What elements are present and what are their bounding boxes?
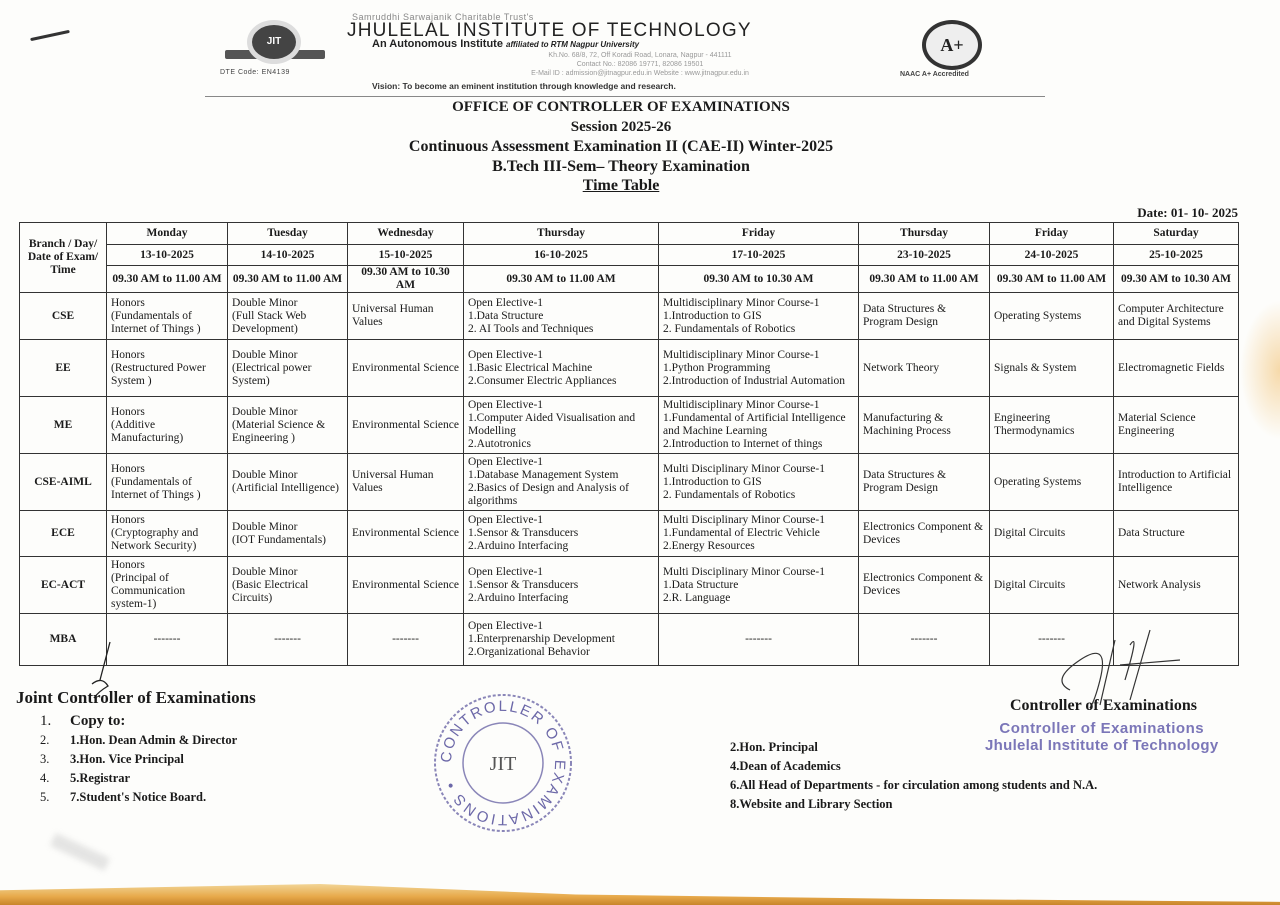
copy-list-text: Copy to: [70,713,126,729]
program-title: B.Tech III-Sem– Theory Examination [492,157,750,175]
subject-line: ------- [910,633,938,645]
subject-cell [1114,340,1239,397]
subject-line: Open Elective-1 [468,456,544,468]
subject-line: Network Analysis [1118,578,1201,591]
subject-line: (Fundamentals of Internet of Things ) [111,309,201,335]
column-day: Saturday [1114,223,1239,245]
subject-cell [228,340,348,397]
subject-line: Material Science Engineering [1118,412,1196,437]
subject-cell [228,557,348,614]
joint-controller-title: Joint Controller of Examinations [16,688,256,707]
subject-cell [228,511,348,557]
subject-line: Digital Circuits [994,527,1066,539]
letterhead [0,0,1280,100]
subject-cell [659,340,859,397]
subject-line: Open Elective-1 [468,399,544,411]
subject-cell [659,557,859,614]
subject-line: 1.Fundamental of Electric Vehicle [663,527,820,539]
subject-line: Double Minor [232,565,298,578]
subject-cell [990,511,1114,557]
table-row [20,454,1239,511]
subject-line: Open Elective-1 [468,514,544,526]
stamp-line-2: Jhulelal Institute of Technology [985,737,1219,754]
column-time: 09.30 AM to 10.30 AM [659,266,859,293]
subject-line: 2.R. Language [663,591,731,604]
subject-line: Manufacturing & Machining Process [863,412,951,437]
subject-cell [859,293,990,340]
copy-list-number: 1. [40,713,52,729]
naac-logo: A+ [922,20,982,70]
copy-to-list [40,711,237,807]
subject-cell [107,454,228,511]
subject-cell [990,340,1114,397]
subject-cell [659,293,859,340]
subject-line: Double Minor [232,469,298,481]
subject-line: 2. Fundamentals of Robotics [663,488,796,501]
subject-line: ------- [1038,633,1065,645]
subject-line: 2.Autotronics [468,438,531,450]
subject-line: Data Structure [1118,527,1185,539]
trust-name: Samruddhi Sarwajanik Charitable Trust's [352,12,534,22]
subject-cell [464,293,659,340]
subject-cell [348,340,464,397]
subject-cell [659,614,859,666]
subject-line: 2. AI Tools and Techniques [468,322,594,335]
contact-line: Contact No.: 82086 19771, 82086 19501 [576,61,704,68]
branch-cell: CSE [20,293,107,340]
stamp-line-1: Controller of Examinations [999,720,1205,737]
subject-line: Electronics Component & Devices [863,520,984,546]
copy-list-item [40,750,237,769]
column-day: Wednesday [348,223,464,245]
table-row [20,397,1239,454]
subject-cell [659,511,859,557]
subject-line: 1.Database Management System [468,469,619,481]
subject-cell [107,557,228,614]
subject-line: 1.Enterprenarship Development [468,633,615,645]
vision-statement: Vision: To become an eminent institution through knowledge and research. [372,81,676,91]
subject-line: 2.Introduction to Internet of things [663,438,823,450]
table-row [20,557,1239,614]
subject-line: Environmental Science [352,527,459,539]
subject-line: Open Elective-1 [468,620,544,632]
subject-line: Electromagnetic Fields [1118,361,1225,374]
subject-cell [464,557,659,614]
subject-line: Electronics Component & Devices [863,572,984,597]
column-date: 13-10-2025 [107,245,228,266]
subject-line: Honors [111,514,145,526]
svg-text:JIT: JIT [489,753,517,775]
subject-cell [1114,454,1239,511]
column-day: Friday [990,223,1114,245]
desk-surface [0,884,1280,905]
subject-line: 1.Sensor & Transducers [468,527,579,539]
naac-accreditation: NAAC A+ Accredited [900,71,969,78]
subject-cell [859,454,990,511]
subject-line: 1.Introduction to GIS [663,475,762,488]
subject-line: Environmental Science [352,361,459,374]
subject-cell [348,557,464,614]
subject-line: Multi Disciplinary Minor Course-1 [663,565,825,578]
subject-line: Honors [111,462,145,475]
subject-line: (Fundamentals of Internet of Things ) [111,475,201,501]
subject-line: Honors [111,348,145,361]
branch-cell: MBA [20,614,107,666]
subject-line: Signals & System [994,361,1077,374]
issue-date: Date: 01- 10- 2025 [1137,205,1238,220]
subject-cell [990,293,1114,340]
exam-title: Continuous Assessment Examination II (CAE-II) Winter-2025 [408,138,834,155]
copy-list-number: 5. [40,790,50,804]
subject-line: Multidisciplinary Minor Course-1 [663,399,820,411]
subject-line: Honors [111,296,145,309]
office-title: OFFICE OF CONTROLLER OF EXAMINATIONS [452,99,790,115]
subject-line: 2.Introduction of Industrial Automation [663,374,846,387]
subject-line: 1.Python Programming [663,361,771,374]
subject-line: Honors [111,559,145,571]
table-row [20,511,1239,557]
branch-cell: EC-ACT [20,557,107,614]
subject-line: Open Elective-1 [468,565,544,578]
copy-list-text: 1.Hon. Dean Admin & Director [70,733,238,747]
subject-cell [228,614,348,666]
column-day: Thursday [859,223,990,245]
subject-cell [859,340,990,397]
column-date: 23-10-2025 [859,245,990,266]
subject-cell [348,454,464,511]
branch-cell: EE [20,340,107,397]
institute-logo [225,20,325,66]
subject-cell [348,293,464,340]
subject-cell [464,511,659,557]
subject-line: ------- [745,633,772,645]
subject-line: Open Elective-1 [468,296,544,309]
subject-line: (IOT Fundamentals) [232,533,327,546]
copy-list-item: 8.Website and Library Section [730,797,893,811]
subject-cell [990,454,1114,511]
subject-line: Network Theory [863,361,940,374]
subject-cell [1114,511,1239,557]
column-time: 09.30 AM to 11.00 AM [107,266,228,293]
subject-line: 2.Arduino Interfacing [468,591,569,604]
subject-line: Universal Human Values [352,303,434,328]
column-date: 25-10-2025 [1114,245,1239,266]
subject-cell [107,340,228,397]
copy-list-text: 5.Registrar [70,771,131,785]
email-web-line: E-Mail ID : admission@jitnagpur.edu.in Website : www.jitnagpur.edu.in [531,70,749,77]
copy-list-number: 2. [40,733,50,747]
subject-cell [859,557,990,614]
timetable [19,222,1239,666]
dte-code: DTE Code: EN4139 [220,69,290,76]
copy-list-item [40,788,237,807]
subject-cell [464,454,659,511]
subject-cell [228,454,348,511]
subject-cell [1114,293,1239,340]
subject-cell [228,397,348,454]
subject-line: Environmental Science [352,578,459,591]
copy-list-number: 3. [40,752,50,766]
column-time: 09.30 AM to 11.00 AM [990,266,1114,293]
subject-line: 1.Introduction to GIS [663,309,762,322]
copy-list-number: 4. [40,771,50,785]
subject-line: (Additive Manufacturing) [111,418,184,444]
page-edge-shadow [1240,300,1280,440]
subject-line: Honors [111,405,145,418]
subject-line: (Basic Electrical Circuits) [232,578,309,604]
column-date: 14-10-2025 [228,245,348,266]
paper-smudge [50,833,110,871]
copy-list-item [40,769,237,788]
subject-line: Multidisciplinary Minor Course-1 [663,348,820,361]
copy-list-text: 3.Hon. Vice Principal [70,752,184,766]
institute-name: JHULELAL INSTITUTE OF TECHNOLOGY [347,20,752,41]
subject-line: Multi Disciplinary Minor Course-1 [663,462,825,475]
svg-text:CONTROLLER OF EXAMINATIONS •: CONTROLLER OF EXAMINATIONS • [437,697,569,829]
subject-line: ------- [153,633,181,645]
subject-line: (Material Science & Engineering ) [232,418,326,444]
affiliation-label: affiliated to RTM Nagpur University [506,40,640,49]
subject-line: Engineering Thermodynamics [994,412,1075,437]
copy-list-item [40,711,237,731]
subject-line: ------- [274,633,301,645]
controller-round-stamp [430,690,576,836]
controller-rubber-stamp [985,720,1219,754]
column-time: 09.30 AM to 10.30 AM [348,266,464,293]
logo-seal: JIT [247,20,301,64]
table-row [20,340,1239,397]
subject-line: Multi Disciplinary Minor Course-1 [663,514,825,526]
subject-cell [464,340,659,397]
subject-line: 2.Consumer Electric Appliances [468,374,617,387]
subject-line: 1.Fundamental of Artificial Intelligence and Machine Learning [663,412,846,437]
subject-cell [464,397,659,454]
autonomous-label: An Autonomous Institute [372,38,503,50]
table-row [20,293,1239,340]
column-time: 09.30 AM to 10.30 AM [1114,266,1239,293]
session-title: Session 2025-26 [570,118,672,135]
subject-cell [859,397,990,454]
branch-cell: ME [20,397,107,454]
subject-cell [990,557,1114,614]
address-line: Kh.No. 68/8, 72, Off Koradi Road, Lonara, Nagpur - 441111 [548,52,732,59]
subject-line: 1.Sensor & Transducers [468,578,579,591]
subject-line: 1.Data Structure [468,309,544,322]
subject-cell [464,614,659,666]
subject-line: Environmental Science [352,418,459,431]
subject-line: Double Minor [232,405,298,418]
subject-cell [107,397,228,454]
subject-line: Operating Systems [994,309,1082,322]
subject-cell [859,511,990,557]
subject-cell [348,397,464,454]
subject-line: Data Structures & Program Design [863,303,947,328]
column-date: 15-10-2025 [348,245,464,266]
pen-mark [30,30,70,41]
subject-line: Multidisciplinary Minor Course-1 [663,296,820,309]
subject-line: Data Structures & Program Design [863,469,947,494]
timetable-title: Time Table [582,177,660,194]
copy-list-text: 7.Student's Notice Board. [70,790,207,804]
subject-line: Open Elective-1 [468,348,544,361]
copy-list-item: 6.All Head of Departments - for circulation among students and N.A. [730,778,1098,792]
subject-line: (Restructured Power System ) [111,361,206,387]
subject-line: Universal Human Values [352,469,434,494]
subject-line: Digital Circuits [994,578,1066,591]
subject-line: Double Minor [232,520,298,533]
subject-line: 1.Computer Aided Visualisation and Modelling [468,412,636,437]
column-day: Tuesday [228,223,348,245]
subject-line: 2. Fundamentals of Robotics [663,322,796,335]
subject-line: (Artificial Intelligence) [232,482,339,494]
copy-list-item: 4.Dean of Academics [730,759,841,773]
subject-cell [659,454,859,511]
subject-cell [107,614,228,666]
column-date: 24-10-2025 [990,245,1114,266]
column-day: Friday [659,223,859,245]
subject-cell [659,397,859,454]
column-date: 16-10-2025 [464,245,659,266]
institute-subtitle [372,38,639,50]
subject-cell [990,397,1114,454]
subject-line: 2.Organizational Behavior [468,646,590,658]
subject-line: 2.Arduino Interfacing [468,540,569,552]
subject-line: Computer Architecture and Digital Systems [1118,303,1224,328]
column-time: 09.30 AM to 11.00 AM [464,266,659,293]
subject-line: Introduction to Artificial Intelligence [1118,469,1232,494]
column-time: 09.30 AM to 11.00 AM [859,266,990,293]
subject-cell [228,293,348,340]
column-time: 09.30 AM to 11.00 AM [228,266,348,293]
controller-title: Controller of Examinations [1010,697,1197,714]
subject-cell [348,614,464,666]
column-date: 17-10-2025 [659,245,859,266]
subject-line: 2.Energy Resources [663,540,755,552]
column-day: Thursday [464,223,659,245]
branch-cell: ECE [20,511,107,557]
branch-cell: CSE-AIML [20,454,107,511]
subject-line: (Full Stack Web Development) [232,309,307,335]
subject-line: Operating Systems [994,475,1082,488]
column-day: Monday [107,223,228,245]
subject-cell [859,614,990,666]
subject-line: (Principal of Communication system-1) [111,572,186,610]
subject-line: ------- [392,633,419,645]
subject-cell [348,511,464,557]
subject-line: (Electrical power System) [232,361,312,387]
subject-line: Double Minor [232,296,298,309]
letterhead-divider [205,96,1045,97]
subject-line: 1.Data Structure [663,578,739,591]
document-titles [0,98,1242,196]
header-corner: Branch / Day/ Date of Exam/ Time [20,223,107,293]
subject-line: 1.Basic Electrical Machine [468,361,593,374]
subject-cell [107,511,228,557]
subject-cell [1114,397,1239,454]
subject-cell [107,293,228,340]
subject-line: 2.Basics of Design and Analysis of algorithms [468,482,629,507]
subject-line: (Cryptography and Network Security) [111,527,199,552]
subject-cell [1114,557,1239,614]
subject-line: Double Minor [232,348,298,361]
copy-list-item: 2.Hon. Principal [730,740,818,754]
copy-list-item [40,731,237,750]
